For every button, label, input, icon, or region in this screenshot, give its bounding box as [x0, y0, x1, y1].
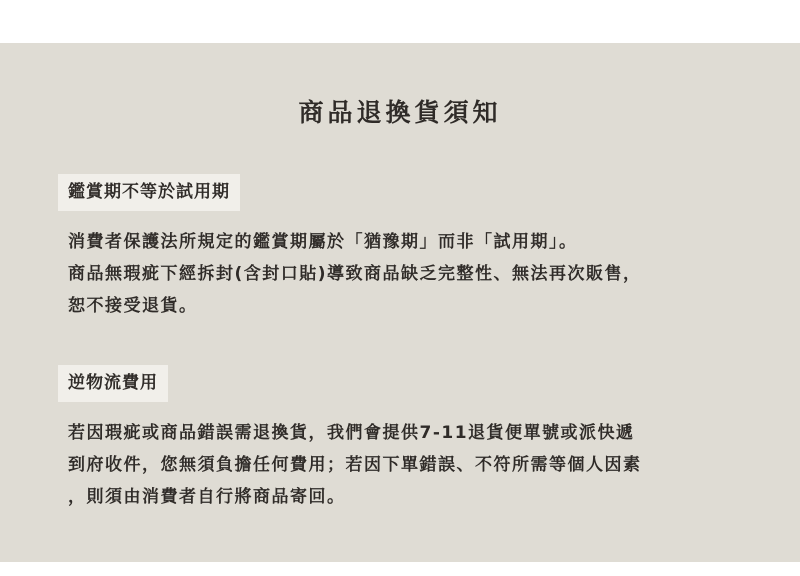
section-body-reverse-logistics [68, 417, 768, 513]
page-title: 商品退換貨須知 [298, 98, 502, 127]
section-tag-reverse-logistics: 逆物流費用 [58, 365, 168, 402]
section-tag-appreciation-period: 鑑賞期不等於試用期 [58, 174, 240, 211]
paragraph-line: 到府收件，您無須負擔任何費用；若因下單錯誤、不符所需等個人因素 [68, 455, 642, 475]
paragraph-line: 消費者保護法所規定的鑑賞期屬於「猶豫期」而非「試用期」。 [68, 232, 578, 252]
notice-panel [0, 43, 800, 562]
paragraph-line: ，則須由消費者自行將商品寄回。 [68, 487, 346, 507]
paragraph-line: 若因瑕疵或商品錯誤需退換貨，我們會提供7-11退貨便單號或派快遞 [68, 423, 635, 443]
section-body-appreciation-period [68, 226, 768, 322]
paragraph-line: 恕不接受退貨。 [68, 296, 198, 316]
paragraph-line: 商品無瑕疵下經拆封(含封口貼)導致商品缺乏完整性、無法再次販售， [68, 264, 642, 284]
